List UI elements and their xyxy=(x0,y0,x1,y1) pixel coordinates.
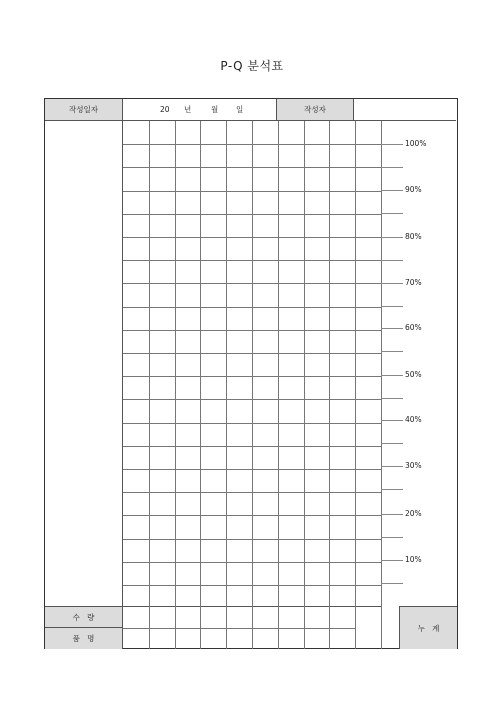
footer-row-line xyxy=(123,628,355,629)
author-label-cell xyxy=(277,99,354,121)
author-value-cell[interactable] xyxy=(354,99,456,121)
product-label-cell xyxy=(45,628,122,649)
grid-column-line xyxy=(252,121,253,649)
scale-tick xyxy=(381,560,403,561)
left-column-divider xyxy=(122,121,123,649)
scale-tick xyxy=(381,420,403,421)
grid-column-line xyxy=(381,121,382,649)
scale-label: 100% xyxy=(405,139,427,148)
scale-label: 70% xyxy=(405,278,422,287)
scale-minor-tick xyxy=(381,583,403,584)
scale-label: 20% xyxy=(405,509,422,518)
scale-label: 90% xyxy=(405,185,422,194)
cumulative-label: 누 계 xyxy=(417,623,440,633)
scale-tick xyxy=(381,466,403,467)
author-label: 작성자 xyxy=(304,105,326,114)
date-month-unit: 월 xyxy=(211,105,219,114)
scale-label: 60% xyxy=(405,323,422,332)
date-year-unit: 년 xyxy=(184,105,192,114)
date-label: 작성일자 xyxy=(69,105,98,114)
scale-minor-tick xyxy=(381,398,403,399)
scale-minor-tick xyxy=(381,537,403,538)
grid-column-line xyxy=(329,121,330,649)
scale-tick xyxy=(381,328,403,329)
date-value-cell[interactable] xyxy=(123,99,277,121)
scale-minor-tick xyxy=(381,167,403,168)
grid-column-line xyxy=(149,121,150,649)
grid-column-line xyxy=(226,121,227,649)
cumulative-label-cell xyxy=(399,606,457,649)
product-label: 품 명 xyxy=(72,634,95,643)
grid-column-line xyxy=(304,121,305,649)
pq-analysis-form xyxy=(44,98,458,649)
scale-label: 40% xyxy=(405,415,422,424)
scale-minor-tick xyxy=(381,213,403,214)
scale-minor-tick xyxy=(381,306,403,307)
date-label-cell xyxy=(45,99,123,121)
scale-minor-tick xyxy=(381,443,403,444)
scale-label: 80% xyxy=(405,232,422,241)
scale-minor-tick xyxy=(381,351,403,352)
scale-minor-tick xyxy=(381,489,403,490)
scale-minor-tick xyxy=(381,260,403,261)
scale-tick xyxy=(381,144,403,145)
quantity-label: 수 량 xyxy=(72,612,95,622)
grid-column-line xyxy=(355,121,356,649)
quantity-label-cell xyxy=(45,606,122,628)
date-year-prefix: 20 xyxy=(160,105,170,114)
page-title: P-Q 분석표 xyxy=(220,59,284,73)
scale-tick xyxy=(381,283,403,284)
scale-label: 10% xyxy=(405,555,422,564)
grid-column-line xyxy=(278,121,279,649)
scale-tick xyxy=(381,237,403,238)
scale-tick xyxy=(381,190,403,191)
scale-tick xyxy=(381,375,403,376)
grid-column-line xyxy=(175,121,176,649)
scale-label: 30% xyxy=(405,461,422,470)
scale-tick xyxy=(381,514,403,515)
date-day-unit: 일 xyxy=(236,105,244,114)
scale-label: 50% xyxy=(405,370,422,379)
grid-column-line xyxy=(200,121,201,649)
